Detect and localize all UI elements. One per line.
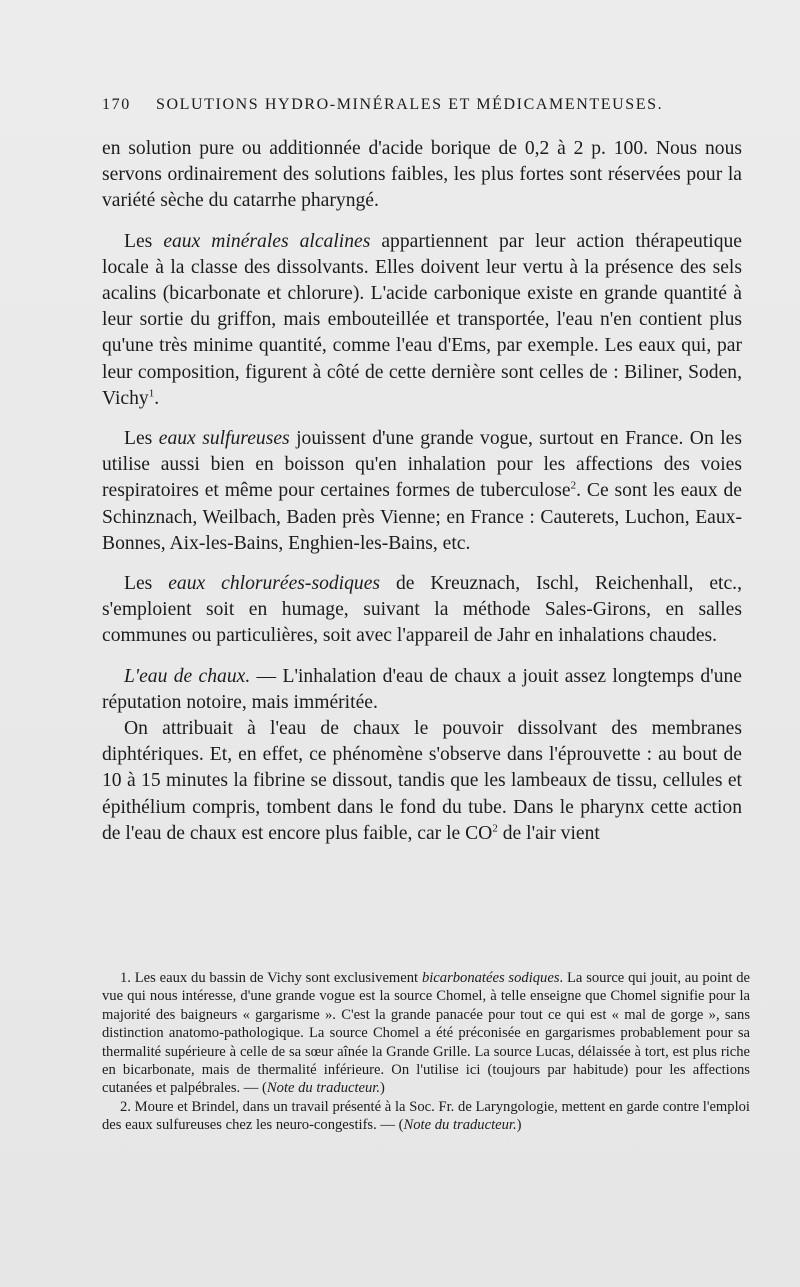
paragraph-membranes: On attribuait à l'eau de chaux le pouvoir dissolvant des membranes diphtériques. Et, en effet, ce phénomène s'observe dans l'éprouvette : au bout de 10 à 15 minutes la fibrine se dissout, tandis que les lambeaux de tissu, cellules et épithélium compris, tombent dans le fond du tube. Dans le pharynx cette action de l'eau de chaux est encore plus faible, car le $CO^2$ de l'air vient <box>102 718 742 844</box>
paragraph-sulfureuses: Les eaux sulfureuses jouissent d'une grande vogue, surtout en France. On les utilise aussi bien en boisson qu'en inhalation pour les affections des voies respiratoires et même pour certaines formes de tuberculose$^2$. Ce sont les eaux de Schinznach, Weilbach, Baden près Vienne; en France : Cauterets, Luchon, Eaux-Bonnes, Aix-les-Bains, Enghien-les-Bains, etc. <box>102 428 742 554</box>
superscript-2: 2 <box>492 822 498 835</box>
section-title-eau-de-chaux: L'eau de chaux. <box>124 665 251 687</box>
paragraph-eau-de-chaux: L'eau de chaux. — L'inhalation d'eau de chaux a jouit assez longtemps d'une réputation notoire, mais imméritée. <box>102 665 742 713</box>
paragraph-chlorurees: Les eaux chlorurées-sodiques de Kreuznach, Ischl, Reichenhall, etc., s'emploient soit en humage, suivant la méthode Sales-Girons, en salles communes ou particulières, soit avec l'appareil de Jahr en inhalations chaudes. <box>102 573 742 647</box>
paragraph-alcalines: Les eaux minérales alcalines appartiennent par leur action thérapeutique locale à la classe des dissolvants. Elles doivent leur vertu à la présence des sels acalins (bicarbonate et chlorure). L'acide carbonique existe en grande quantité à leur sortie du griffon, mais embouteillée et transportée, l'eau n'en contient plus qu'une très minime quantité, comme l'eau d'Ems, par exemple. Les eaux qui, par leur composition, figurent à côté de cette dernière sont celles de : Biliner, Soden, Vichy$^1$. <box>102 230 742 409</box>
footnote-2: 2. Moure et Brindel, dans un travail présenté à la Soc. Fr. de Laryngologie, mettent en garde contre l'emploi des eaux sulfureuses chez les neuro-congestifs. — (Note du traducteur.) <box>102 1098 750 1134</box>
footnote-ref-2[interactable]: 2 <box>570 479 577 492</box>
term-eaux-chlorurees: eaux chlorurées-sodiques <box>168 573 381 595</box>
term-eaux-sulfureuses: eaux sulfureuses <box>158 428 290 450</box>
paragraph-1: en solution pure ou additionnée d'acide borique de 0,2 à 2 p. 100. Nous nous servons ordinairement des solutions faibles, les plus fortes sont réservées pour la variété sèche du catarrhe pharyngé. <box>102 138 742 212</box>
term-eaux-alcalines: eaux minérales alcalines <box>163 230 371 252</box>
footnote-ref-1[interactable]: 1 <box>148 387 155 400</box>
footnote-1: 1. Les eaux du bassin de Vichy sont exclusivement bicarbonatées sodiques. La source qui jouit, au point de vue qui nous intéresse, d'une grande vogue est la source Chomel, à telle enseigne que Chomel signifie pour la majorité des baigneurs « gargarisme ». C'est la grande panacée pour tout ce qui est « mal de gorge », sans distinction anatomo-pathologique. La source Chomel a été préconisée en gargarismes probablement pour sa thermalité supérieure à celle de sa sœur aînée la Grande Grille. La source Lucas, délaissée à tort, est plus riche en bicarbonate, mais de thermalité inférieure. On l'utilise ici (toujours par habitude) pour les affections cutanées et palpébrales. — (Note du traducteur.) <box>102 970 750 1097</box>
footnotes <box>102 969 750 1135</box>
main-text <box>102 136 742 847</box>
running-title: SOLUTIONS HYDRO-MINÉRALES ET MÉDICAMENTEUSES. <box>156 96 664 113</box>
page-number: 170 <box>102 96 131 113</box>
running-header <box>102 96 672 114</box>
